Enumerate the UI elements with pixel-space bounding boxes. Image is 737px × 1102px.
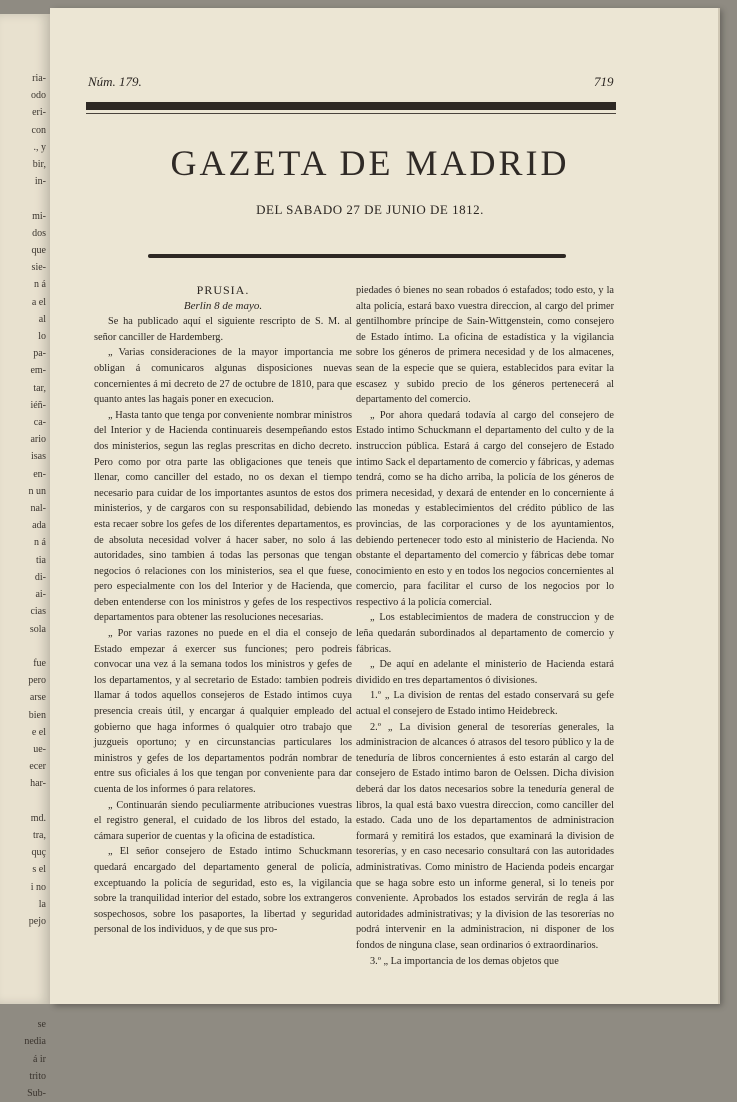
facing-page-fragment: ada: [32, 520, 46, 532]
facing-page-fragment: di-: [34, 571, 46, 583]
facing-page-fragment: tra,: [32, 829, 46, 841]
paragraph: „ Hasta tanto que tenga por conveniente nombrar ministros del Interior y de Hacienda continuareis desempeñando estos dos ministerios, segun las reglas prescritas en dicho decreto. Pero como por otra parte las obligaciones que teneis que llenar, como canciller del estado, no os dexan el tiempo necesario para cuidar de los importantes asuntos de estos dos ministerios, y de cargaros con su responsabilidad, debiendo esta recaer sobre los gefes de los diferentes departamentos, es de absoluta necesidad volver á hacer saber, no solo á las autoridades, sino tambien á todas las personas que tengan negocios ó relaciones con los ministerios, sea el que fuese, pero especialmente con los del Interior y de Hacienda, que deben entenderse con los ministros y gefes de los respectivos departamentos para obtener las resoluciones necesarias.: [94, 409, 352, 624]
facing-page-fragment: ., y: [33, 141, 46, 153]
paragraph: 1.º „ La division de rentas del estado conservará su gefe actual el consejero de Estado intimo Heidebreck.: [356, 690, 614, 718]
facing-page-fragment: al: [38, 313, 46, 325]
left-column: [94, 283, 352, 938]
facing-page-fragment: que: [31, 245, 46, 257]
facing-page-fragment: pa-: [33, 348, 46, 360]
dateline: DEL SABADO 27 DE JUNIO DE 1812.: [256, 202, 484, 217]
paragraph: „ Por varias razones no puede en el dia el consejo de Estado empezar á exercer sus funciones; pero podreis convocar una vez á la semana todos los ministros y gefes de los departamentos, y al secretario de Estado: tambien podreis llamar á todos aquellos consejeros de Estado intimos cuya presencia creais útil, y encargar á qualquier empleado del gobierno que haga informes ó qualquier otro trabajo que juzgueis oportuno; y en circunstancias particulares los ministros y gefes de los departamentos podrán nombrar de entre sus oficiales á los que tengan por conveniente para dar cuenta de los informes ó para relatores.: [94, 628, 352, 795]
paragraph: 2.º „ La division general de tesorerías generales, la administracion de alcances ó atrasos del tesoro público y la de teneduría de libros concernientes á esto estarán al cargo del consejero de Estado intimo baron de Oelssen. Dicha division deberá dar los datos necesarios sobre la teneduría general de libros, la qual está baxo vuestra direccion, como canciller del estado. Cada uno de los departamentos de administracion formará y remitirá los estados, que examinará la division de tesorerías, y en caso necesario consultará con las autoridades administrativas. Como ministro de Hacienda podeis encargar que se haga sobre esto un informe general, si lo teneis por conveniente. Aprobados los estados servirán de regla á las autoridades administrativas; y la division de las tesorerías no podrá intervenir en la administracion, ni disponer de los fondos de ninguna clase, sean ordinarios ó extraordinarios.: [356, 721, 614, 951]
facing-page-fragment: n á: [34, 537, 46, 549]
facing-page-fragment: nedia: [24, 1036, 46, 1048]
facing-page-fragment: isas: [31, 451, 46, 463]
facing-page-fragment: i no: [30, 881, 46, 893]
paragraph: „ De aquí en adelante el ministerio de Hacienda estará dividido en tres departamentos ó divisiones.: [356, 659, 614, 686]
facing-page-fragment: ria-: [32, 73, 46, 84]
paragraph: „ Continuarán siendo peculiarmente atribuciones vuestras el registro general, el cuidado de los libros del estado, la cámara superior de cuentas y la oficina de estadística.: [94, 799, 352, 842]
page-number: 719: [594, 74, 614, 89]
paragraph: „ Los establecimientos de madera de construccion y de leña quedarán subordinados al departamento de comercio y fábricas.: [356, 612, 614, 655]
facing-page-fragment: n un: [28, 485, 46, 497]
facing-page-fragment: tar,: [33, 382, 46, 394]
facing-page-fragment: [0, 982, 50, 999]
facing-page-fragment: quç: [31, 847, 46, 859]
facing-page-fragment: trito: [29, 1070, 46, 1082]
facing-page-fragment: cias: [30, 606, 46, 618]
facing-page-fragment: lo: [38, 331, 46, 343]
facing-page-fragment: s el: [32, 864, 46, 876]
facing-page-fragment: [0, 965, 50, 982]
facing-page-fragment: in-: [34, 176, 46, 188]
facing-page-fragment: á ir: [32, 1053, 46, 1065]
facing-page-fragment: ue-: [33, 743, 46, 755]
facing-page-fragment: [0, 793, 50, 810]
facing-page-fragment: sola: [29, 623, 46, 635]
section-subheading: Berlin 8 de mayo.: [183, 299, 263, 312]
facing-page-fragment: har-: [30, 778, 46, 790]
facing-page-fragment: tia: [36, 554, 46, 566]
facing-page-fragment: ario: [30, 434, 46, 446]
newspaper-page: [50, 8, 718, 1004]
facing-page-fragment: arse: [29, 692, 46, 704]
facing-page-fragment: bir,: [32, 159, 46, 171]
issue-number: Núm. 179.: [88, 74, 142, 89]
facing-page-fragment: em-: [30, 365, 46, 377]
paragraph: piedades ó bienes no sean robados ó estafados; todo esto, y la alta policía, estará baxo vuestra direccion, al cargo del primer gentilhombre príncipe de Sain-Wittgenstein, como consejero de Estado íntimo. La oficina de estadística y la vigilancia sobre los géneros de primera necesidad y de los almacenes, sean de la especie que se quiera, establecidos para evitar la escasez y subido precio de los géneros pertenecerá al departamento del comercio.: [356, 285, 614, 406]
facing-page-fragment: pejo: [28, 915, 46, 927]
header-rule: [86, 102, 616, 110]
paragraph: „ Por ahora quedará todavía al cargo del consejero de Estado intimo Schuckmann el departamento del culto y de la instruccion pública. Estará á cargo del consejero de Estado intimo Sack el departamento de comercio y fábricas, y ademas tendrá, como se ha dicho arriba, la policía de los géneros de primera necesidad, y dexará de entender en lo concerniente á las monedas y establecimientos del crédito público de las provincias, de las corporaciones y de los ayuntamientos, debiendo pertenecer todo esto al ministerio de Hacienda. No obstante el departamento del comercio y fábricas debe tomar conocimiento en esto y en todos los negocios concernientes al comercio, para facilitar el curso de los negocios por lo respectivo á la policía comercial.: [356, 409, 614, 608]
facing-page-fragment: md.: [30, 812, 46, 824]
facing-page-fragment: n á: [34, 279, 46, 291]
facing-page-fragment: con: [31, 124, 46, 136]
paragraph: 3.º „ La importancia de los demas objetos que: [370, 955, 559, 967]
facing-page-fragment: Sub-: [27, 1087, 46, 1099]
facing-page-fragment: dos: [32, 227, 46, 239]
paragraph: „ Varias consideraciones de la mayor importancia me obligan á comunicaros algunas disposiciones nuevas concernientes á mi decreto de 27 de octubre de 1810, para que quanto antes las hagais poner en execucion.: [94, 347, 352, 406]
facing-page-fragment: e el: [31, 726, 46, 738]
facing-page-fragment: fue: [33, 657, 46, 669]
facing-page-fragment: a el: [31, 296, 46, 308]
facing-page-fragment: la: [38, 898, 46, 910]
facing-page-fragment: nal-: [30, 503, 46, 515]
facing-page-fragment: [0, 190, 50, 207]
facing-page-fragment: [0, 999, 50, 1016]
facing-page-fragment: en-: [33, 468, 46, 480]
divider-rule: [148, 254, 566, 258]
facing-page-fragment: se: [37, 1019, 46, 1031]
facing-page-fragment: ca-: [33, 417, 46, 429]
facing-page-edge: [0, 14, 51, 1099]
facing-page-fragment: [0, 638, 50, 655]
facing-page-fragment: [0, 947, 50, 964]
paragraph: Se ha publicado aquí el siguiente rescripto de S. M. al señor canciller de Hardemberg.: [94, 316, 352, 343]
header-thin-rule: [86, 113, 616, 114]
right-column: [356, 283, 614, 969]
facing-page-fragment: ecer: [29, 761, 46, 773]
facing-page-fragment: bien: [28, 709, 46, 721]
facing-page-fragment: ai-: [35, 589, 46, 601]
masthead-title: GAZETA DE MADRID: [170, 143, 570, 183]
facing-page-fragment: pero: [28, 675, 46, 687]
section-heading: PRUSIA.: [196, 283, 250, 297]
facing-page-fragment: sie-: [31, 262, 46, 274]
facing-page-fragment: iéñ-: [30, 399, 46, 411]
paragraph: „ El señor consejero de Estado intimo Schuckmann quedará encargado del departamento general de policía, exceptuando la policía de seguridad, esto es, la vigilancia sobre la tranquilidad interior del estado, sobre los extrangeros sospechosos, sobre los pasaportes, la libertad y seguridad personal de los individuos, y de que sus pro-: [94, 846, 352, 936]
facing-page-fragment: eri-: [32, 107, 46, 119]
facing-page-fragment: odo: [31, 90, 46, 102]
facing-page-fragment: [0, 930, 50, 947]
facing-page-fragment: mi-: [32, 210, 46, 222]
